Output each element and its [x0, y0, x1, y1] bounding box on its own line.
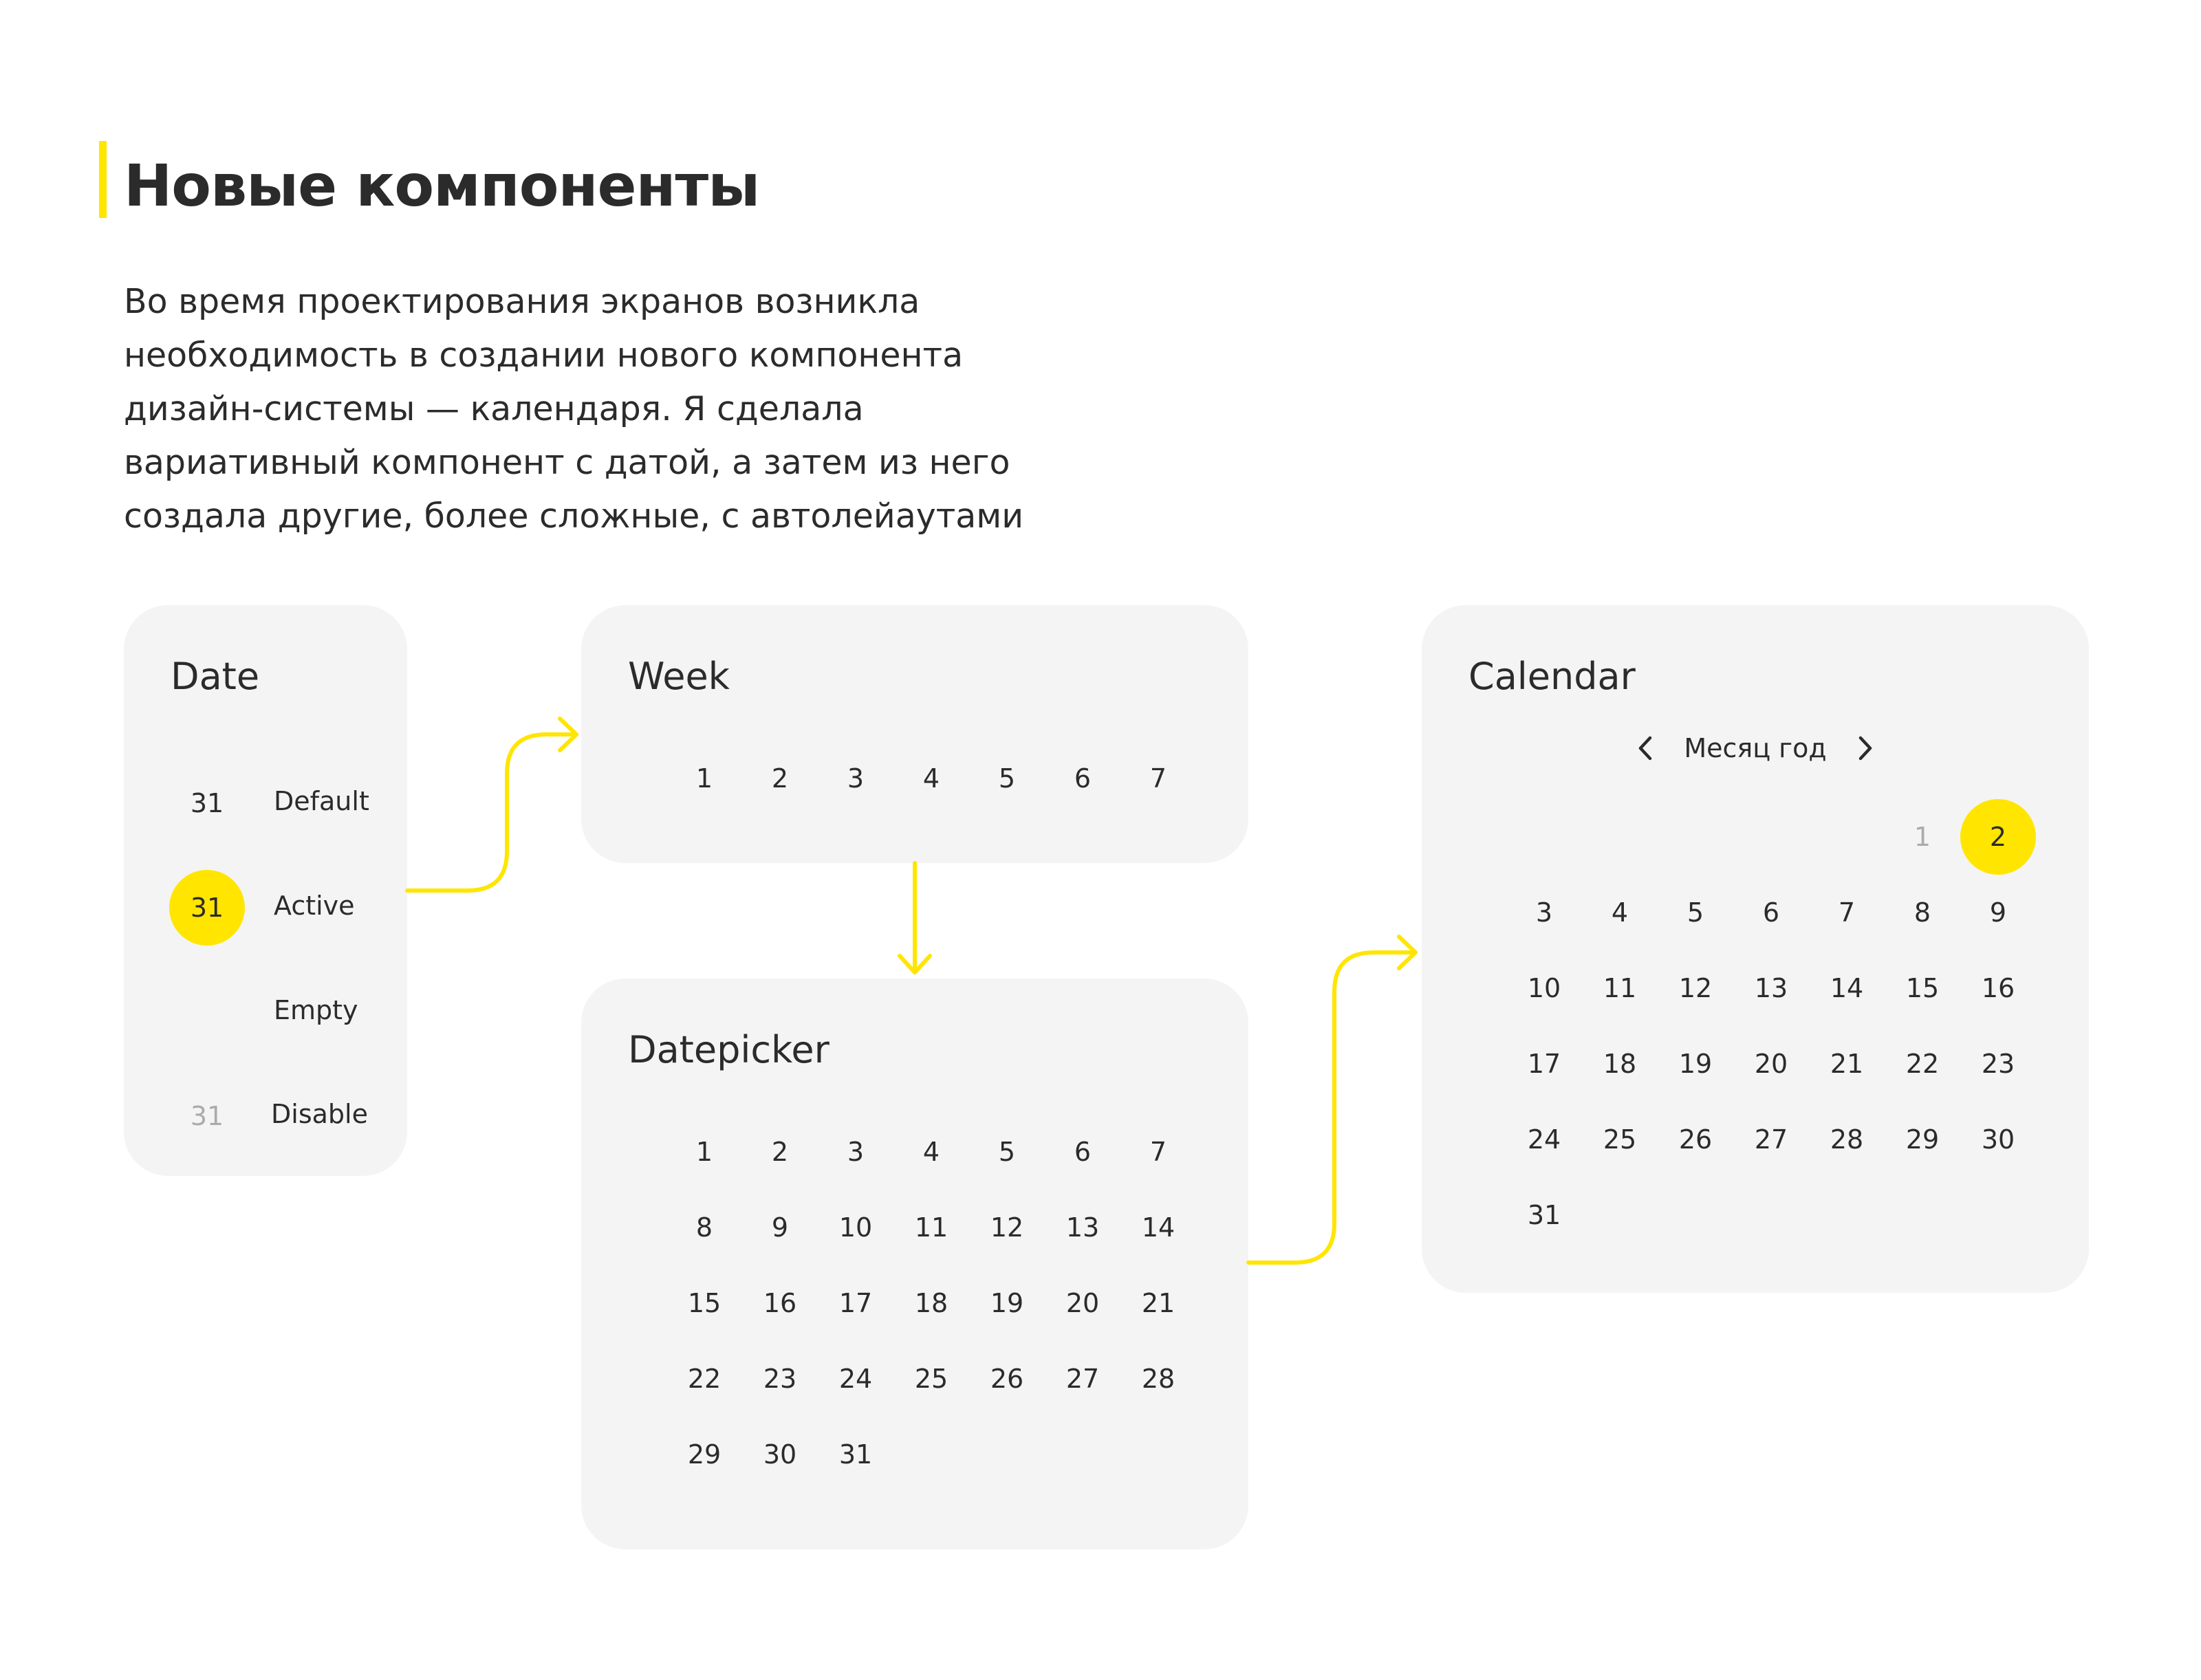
datepicker-card-title: Datepicker	[628, 1028, 830, 1071]
calendar-day-cell[interactable]: 17	[1527, 1049, 1561, 1079]
month-navigation	[1422, 721, 2089, 776]
chevron-left-icon[interactable]	[1631, 728, 1659, 769]
calendar-day-cell[interactable]: 18	[1603, 1049, 1637, 1079]
calendar-day-cell[interactable]: 27	[1754, 1124, 1788, 1155]
datepicker-day-cell[interactable]: 15	[687, 1288, 722, 1318]
week-day-cell[interactable]: 3	[847, 763, 865, 794]
calendar-day-cell-muted: 1	[1913, 822, 1931, 852]
datepicker-day-cell[interactable]: 10	[838, 1212, 873, 1243]
datepicker-day-cell[interactable]: 16	[763, 1288, 797, 1318]
calendar-day-cell[interactable]: 11	[1603, 973, 1637, 1003]
datepicker-day-cell[interactable]: 25	[914, 1364, 948, 1394]
datepicker-day-cell[interactable]: 26	[990, 1364, 1024, 1394]
datepicker-day-cell[interactable]: 23	[763, 1364, 797, 1394]
datepicker-day-cell[interactable]: 6	[1074, 1137, 1092, 1167]
calendar-card	[1422, 605, 2089, 1293]
week-day-cell[interactable]: 7	[1149, 763, 1167, 794]
date-state-disabled	[124, 1078, 407, 1154]
calendar-day-cell[interactable]: 29	[1905, 1124, 1940, 1155]
page-description	[124, 275, 1156, 543]
description-line: создала другие, более сложные, с автолейаутами	[124, 497, 1024, 536]
arrow-week-to-datepicker-head	[900, 956, 930, 972]
calendar-day-cell[interactable]: 22	[1905, 1049, 1940, 1079]
datepicker-day-cell[interactable]: 7	[1149, 1137, 1167, 1167]
description-line: Во время проектирования экранов возникла	[124, 282, 920, 321]
calendar-empty-cell	[1809, 799, 1885, 875]
datepicker-day-cell[interactable]: 20	[1065, 1288, 1100, 1318]
date-card	[124, 605, 407, 1176]
datepicker-card	[581, 979, 1248, 1549]
datepicker-day-cell[interactable]: 27	[1065, 1364, 1100, 1394]
date-state-label: Disable	[271, 1099, 368, 1129]
calendar-day-cell[interactable]: 7	[1838, 897, 1856, 928]
calendar-day-cell[interactable]: 28	[1830, 1124, 1864, 1155]
calendar-day-cell[interactable]: 14	[1830, 973, 1864, 1003]
date-state-label: Active	[274, 891, 355, 921]
datepicker-day-cell[interactable]: 22	[687, 1364, 722, 1394]
week-card-title: Week	[628, 655, 730, 698]
calendar-empty-cell	[1733, 799, 1809, 875]
description-line: вариативный компонент с датой, а затем из него	[124, 443, 1010, 482]
calendar-day-cell[interactable]: 31	[1527, 1200, 1561, 1230]
datepicker-day-cell[interactable]: 30	[763, 1439, 797, 1470]
datepicker-day-cell[interactable]: 11	[914, 1212, 948, 1243]
chevron-right-icon[interactable]	[1852, 728, 1879, 769]
datepicker-day-cell[interactable]: 29	[687, 1439, 722, 1470]
date-state-default	[124, 765, 407, 841]
calendar-day-grid	[1506, 799, 2036, 1253]
arrow-datepicker-to-calendar	[1248, 952, 1416, 1263]
calendar-day-cell[interactable]: 26	[1678, 1124, 1713, 1155]
calendar-card-title: Calendar	[1468, 655, 1636, 698]
week-day-cell[interactable]: 2	[771, 763, 789, 794]
calendar-day-cell[interactable]: 9	[1989, 897, 2007, 928]
date-state-label: Default	[274, 786, 369, 816]
datepicker-day-cell[interactable]: 8	[695, 1212, 713, 1243]
week-day-cell[interactable]: 1	[695, 763, 713, 794]
datepicker-day-cell[interactable]: 28	[1141, 1364, 1175, 1394]
date-cell-empty	[169, 974, 245, 1050]
calendar-day-cell[interactable]: 19	[1678, 1049, 1713, 1079]
calendar-day-cell[interactable]: 12	[1678, 973, 1713, 1003]
calendar-day-cell[interactable]: 13	[1754, 973, 1788, 1003]
datepicker-day-cell[interactable]: 13	[1065, 1212, 1100, 1243]
calendar-day-cell[interactable]: 5	[1687, 897, 1704, 928]
page-title: Новые компоненты	[124, 152, 760, 219]
datepicker-day-cell[interactable]: 21	[1141, 1288, 1175, 1318]
calendar-day-cell[interactable]: 24	[1527, 1124, 1561, 1155]
datepicker-day-cell[interactable]: 17	[838, 1288, 873, 1318]
datepicker-day-cell[interactable]: 1	[695, 1137, 713, 1167]
date-cell-disabled: 31	[190, 1101, 224, 1131]
calendar-day-cell[interactable]: 20	[1754, 1049, 1788, 1079]
datepicker-day-cell[interactable]: 3	[847, 1137, 865, 1167]
calendar-day-cell[interactable]: 8	[1913, 897, 1931, 928]
month-year-label: Месяц год	[1684, 733, 1827, 763]
datepicker-day-cell[interactable]: 2	[771, 1137, 789, 1167]
calendar-day-cell[interactable]: 15	[1905, 973, 1940, 1003]
datepicker-day-cell[interactable]: 24	[838, 1364, 873, 1394]
week-card	[581, 605, 1248, 863]
week-day-cell[interactable]: 5	[998, 763, 1016, 794]
datepicker-day-grid	[666, 1114, 1196, 1492]
calendar-day-cell[interactable]: 30	[1981, 1124, 2015, 1155]
week-day-cell[interactable]: 4	[922, 763, 940, 794]
date-cell-default[interactable]: 31	[190, 788, 224, 818]
datepicker-day-cell[interactable]: 9	[771, 1212, 789, 1243]
calendar-day-cell[interactable]: 16	[1981, 973, 2015, 1003]
arrow-date-to-week-head	[560, 719, 576, 750]
calendar-empty-cell	[1582, 799, 1658, 875]
datepicker-day-cell[interactable]: 4	[922, 1137, 940, 1167]
calendar-day-cell[interactable]: 21	[1830, 1049, 1864, 1079]
calendar-day-cell[interactable]: 23	[1981, 1049, 2015, 1079]
datepicker-day-cell[interactable]: 31	[838, 1439, 873, 1470]
datepicker-day-cell[interactable]: 5	[998, 1137, 1016, 1167]
calendar-day-cell[interactable]: 25	[1603, 1124, 1637, 1155]
arrow-date-to-week	[407, 734, 576, 891]
calendar-day-cell[interactable]: 10	[1527, 973, 1561, 1003]
datepicker-day-cell[interactable]: 12	[990, 1212, 1024, 1243]
datepicker-day-cell[interactable]: 14	[1141, 1212, 1175, 1243]
calendar-day-cell[interactable]: 3	[1535, 897, 1553, 928]
date-cell-active[interactable]: 31	[169, 870, 245, 946]
datepicker-day-cell[interactable]: 19	[990, 1288, 1024, 1318]
description-line: необходимость в создании нового компонента	[124, 336, 964, 375]
title-accent-bar	[99, 141, 107, 218]
calendar-day-cell-selected[interactable]: 2	[1960, 799, 2036, 875]
date-state-active	[124, 870, 407, 946]
date-card-title: Date	[171, 655, 260, 698]
calendar-day-cell[interactable]: 4	[1611, 897, 1629, 928]
description-line: дизайн-системы — календаря. Я сделала	[124, 389, 864, 428]
datepicker-day-cell[interactable]: 18	[914, 1288, 948, 1318]
week-day-row	[666, 741, 1196, 816]
arrow-datepicker-to-calendar-head	[1399, 937, 1416, 968]
date-state-label: Empty	[274, 995, 358, 1025]
calendar-empty-cell	[1506, 799, 1582, 875]
calendar-day-cell[interactable]: 6	[1762, 897, 1780, 928]
date-state-empty	[124, 974, 407, 1050]
week-day-cell[interactable]: 6	[1074, 763, 1092, 794]
calendar-empty-cell	[1658, 799, 1733, 875]
